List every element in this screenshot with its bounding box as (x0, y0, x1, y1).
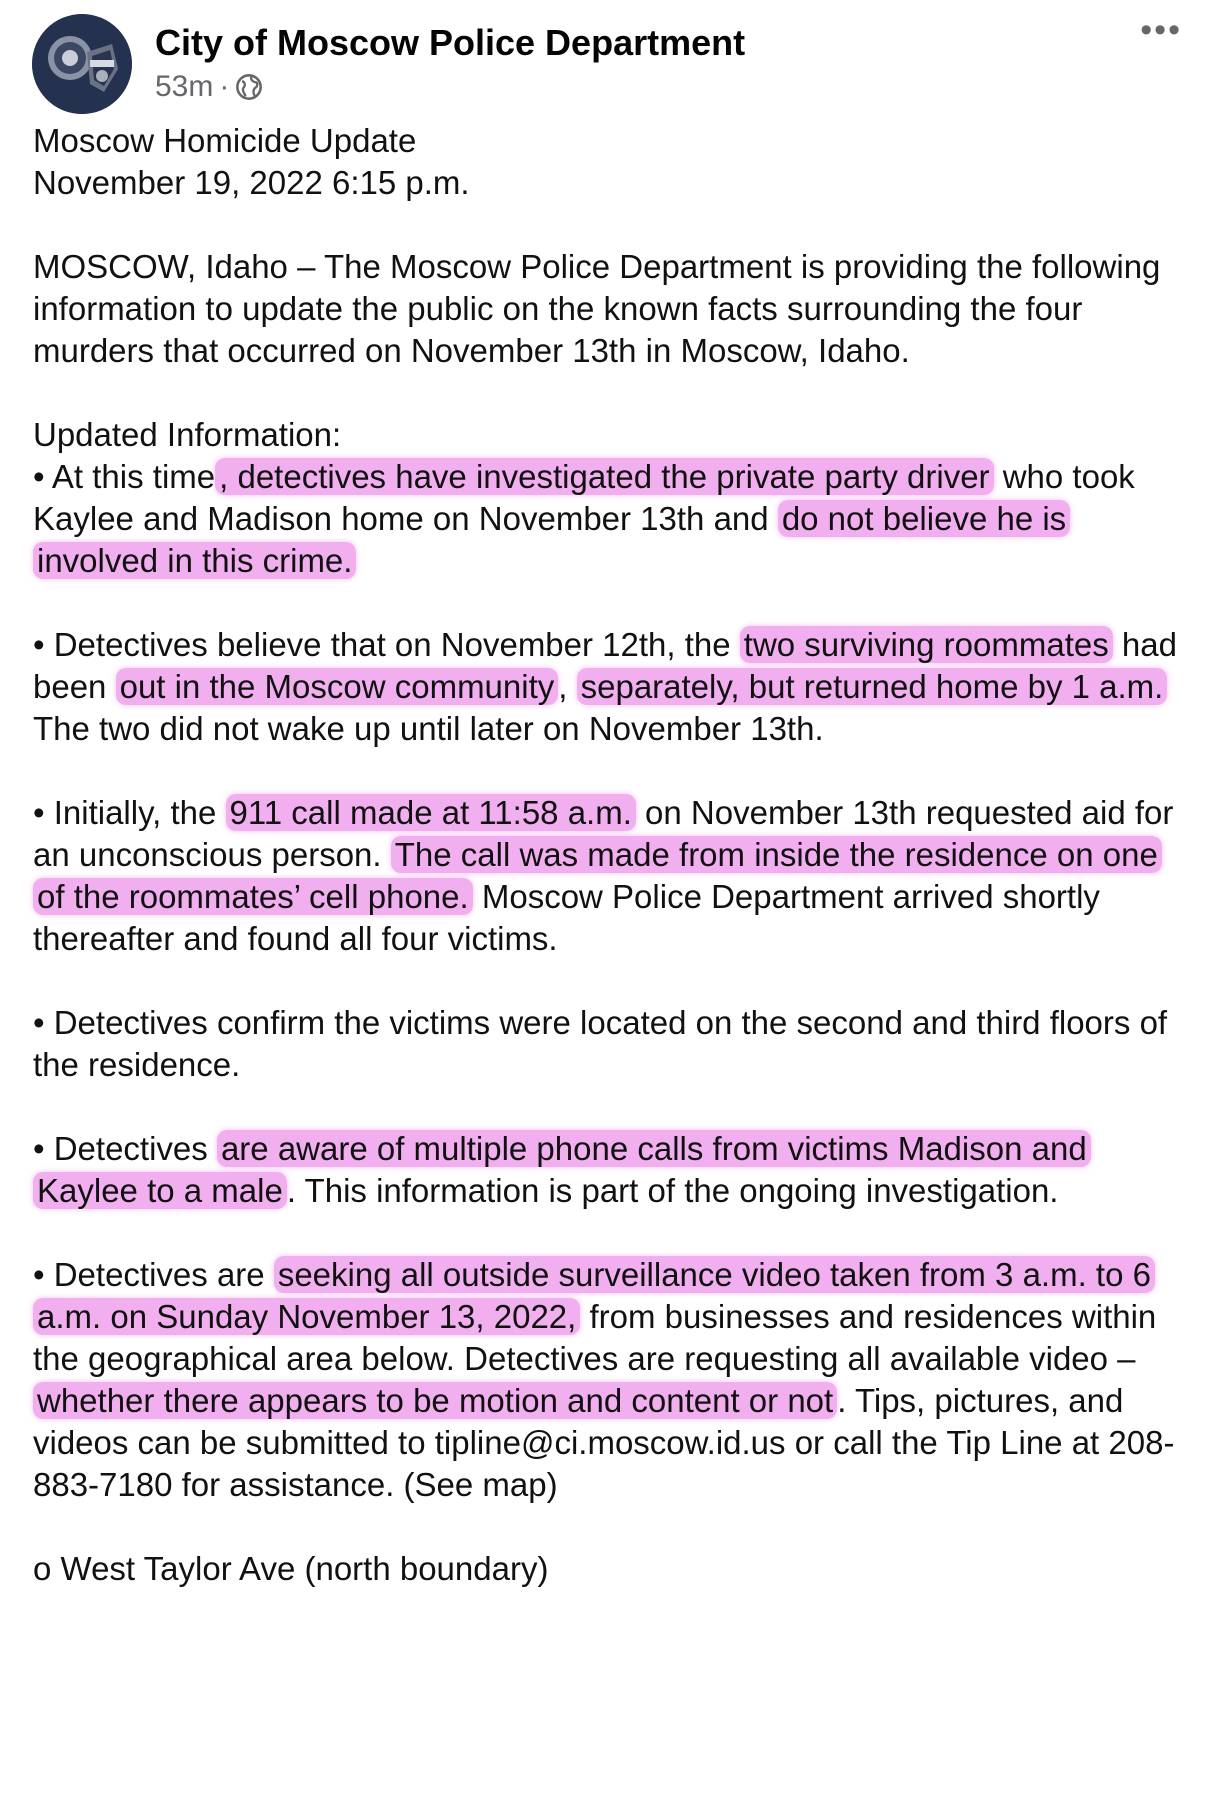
highlight: separately, but returned home by 1 a.m. (577, 668, 1168, 705)
post-body (33, 120, 1183, 1632)
post-meta (155, 70, 263, 104)
police-badge-logo (32, 14, 132, 114)
highlight: 911 call made at 11:58 a.m. (226, 794, 636, 831)
post-date: November 19, 2022 6:15 p.m. (33, 164, 470, 201)
bullet-text: • Initially, the (33, 794, 226, 831)
post-intro: MOSCOW, Idaho – The Moscow Police Department is providing the following information to update the public on the known facts surrounding the four murders that occurred on November 13th in Moscow, Idaho. (33, 248, 1161, 369)
bullet-phone-calls (33, 1128, 1183, 1212)
bullet-surveillance (33, 1254, 1183, 1506)
updated-heading: Updated Information: (33, 416, 342, 453)
bullet-text: • Detectives are (33, 1256, 274, 1293)
post-header (32, 11, 1182, 114)
highlight: , detectives have investigated the private party driver (215, 458, 993, 495)
bullet-driver (33, 414, 1183, 582)
bullet-text: • Detectives confirm the victims were located on the second and third floors of the residence. (33, 1004, 1168, 1083)
bullet-text: • At this time (33, 458, 216, 495)
bullet-floors (33, 1002, 1183, 1086)
bullet-text: on November 13th requested aid for an unconscious person. (33, 794, 1174, 873)
bullet-text: The two did not wake up until later on November 13th. (33, 710, 824, 747)
post-time[interactable]: 53m (155, 70, 214, 103)
post-intro-heading (33, 120, 1183, 204)
post-title: Moscow Homicide Update (33, 122, 417, 159)
highlight: seeking all outside surveillance video taken from 3 a.m. to 6 a.m. on Sunday November 13, 2022, (33, 1256, 1155, 1335)
more-horizontal-icon[interactable]: ••• (1140, 11, 1182, 49)
highlight: The call was made from inside the residence on one of the roommates’ cell phone. (33, 836, 1162, 915)
bullet-text: from businesses and residences within the geographical area below. Detectives are requesting all available video – (33, 1298, 1157, 1377)
meta-separator: · (219, 70, 230, 103)
highlight: do not believe he is involved in this crime. (33, 500, 1070, 579)
bullet-text: Moscow Police Department arrived shortly thereafter and found all four victims. (33, 878, 1100, 957)
globe-icon (235, 73, 263, 101)
bullet-text: who took Kaylee and Madison home on November 13th and (33, 458, 1135, 537)
bullet-text: , (558, 668, 577, 705)
highlight: out in the Moscow community (116, 668, 559, 705)
bullet-text: • Detectives (33, 1130, 217, 1167)
bullet-911-call (33, 792, 1183, 960)
bullet-text: had been (33, 626, 1177, 705)
bullet-text: . Tips, pictures, and videos can be submitted to tipline@ci.moscow.id.us or call the Tip Line at 208-883-7180 for assistance. (See map) (33, 1382, 1175, 1503)
avatar[interactable] (32, 14, 132, 114)
highlight: two surviving roommates (740, 626, 1113, 663)
boundary-item: o West Taylor Ave (north boundary) (33, 1550, 549, 1587)
bullet-roommates (33, 624, 1183, 750)
bullet-text: • Detectives believe that on November 12th, the (33, 626, 740, 663)
page-name[interactable]: City of Moscow Police Department (155, 22, 746, 63)
highlight: are aware of multiple phone calls from victims Madison and Kaylee to a male (33, 1130, 1091, 1209)
bullet-text: . This information is part of the ongoing investigation. (286, 1172, 1059, 1209)
highlight: whether there appears to be motion and content or not (33, 1382, 837, 1419)
